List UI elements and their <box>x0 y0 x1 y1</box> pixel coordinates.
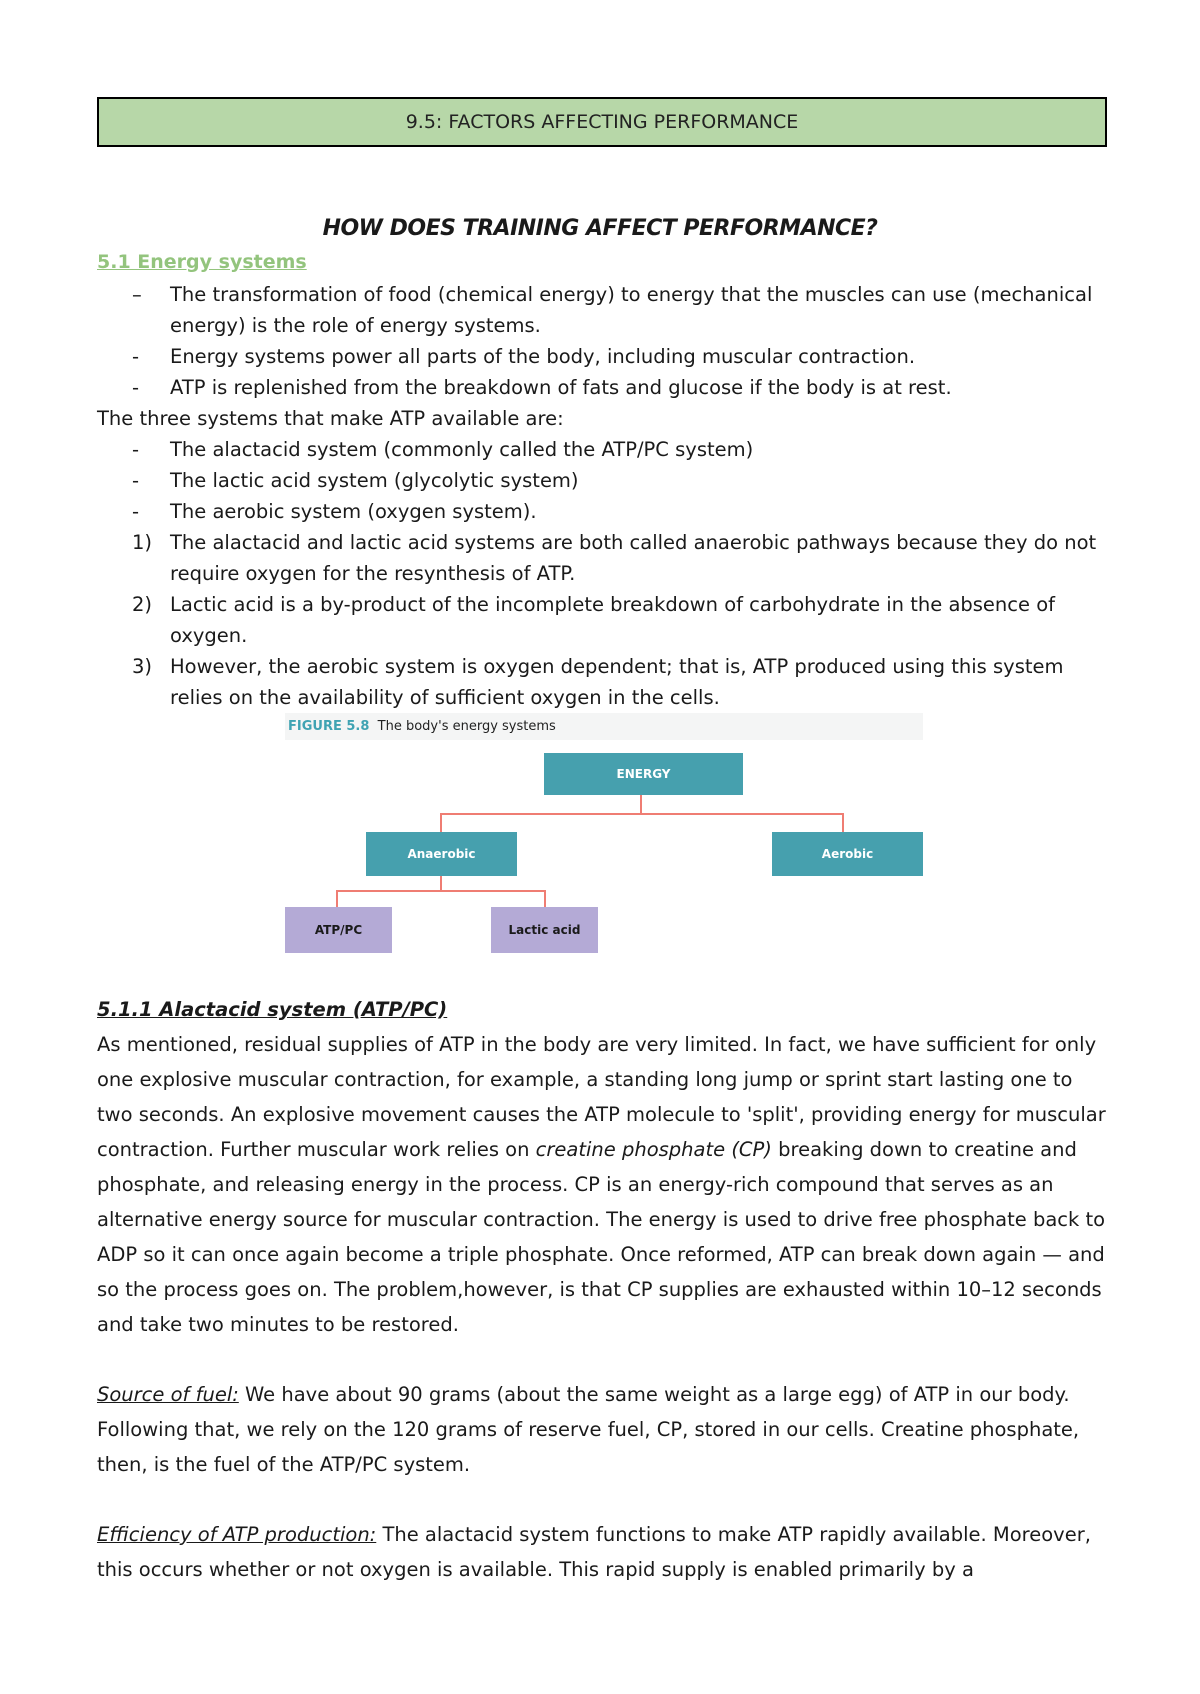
figure-caption <box>285 713 923 740</box>
main-heading: HOW DOES TRAINING AFFECT PERFORMANCE? <box>322 216 878 241</box>
paragraph: As mentioned, residual supplies of ATP in the body are very limited. In fact, we have sufficient for only one explosive muscular contraction, for example, a standing long jump or sprint start lasting one to two seconds. An explosive movement causes the ATP molecule to 'split', providing energy for muscular contraction. Further muscular work relies on creatine phosphate (CP) breaking down to creatine and phosphate, and releasing energy in the process. CP is an energy-rich compound that serves as an alternative energy source for muscular contraction. The energy is used to drive free phosphate back to ADP so it can once again become a triple phosphate. Once reformed, ATP can break down again — and so the process goes on. The problem,however, is that CP supplies are exhausted within 10–12 seconds and take two minutes to be restored. <box>97 1033 1106 1336</box>
list-item: - The alactacid system (commonly called the ATP/PC system) <box>132 438 754 461</box>
alactacid-section <box>97 992 1112 1587</box>
connector-line <box>440 813 844 815</box>
connector-line <box>544 890 546 907</box>
connector-line <box>842 813 844 832</box>
connector-line <box>640 794 642 815</box>
node-atp-pc: ATP/PC <box>285 907 392 953</box>
header-title: 9.5: FACTORS AFFECTING PERFORMANCE <box>97 97 1107 147</box>
energy-systems-figure <box>285 713 923 956</box>
figure-caption-text: The body's energy systems <box>377 719 556 734</box>
connector-line <box>440 813 442 832</box>
node-energy: ENERGY <box>544 753 743 795</box>
list-item: – The transformation of food (chemical energy) to energy that the muscles can use (mechanical energy) is the role of energy systems. <box>132 283 1093 337</box>
connector-line <box>336 890 546 892</box>
systems-intro: The three systems that make ATP available are: <box>97 407 564 430</box>
numbered-item: 1) The alactacid and lactic acid systems are both called anaerobic pathways because they do not require oxygen for the resynthesis of ATP. <box>132 531 1097 585</box>
term-creatine-phosphate: creatine phosphate (CP) <box>535 1138 772 1161</box>
fuel-label: Source of fuel: <box>97 1383 239 1406</box>
section-title: 5.1 Energy systems <box>97 251 307 273</box>
paragraph: Source of fuel: We have about 90 grams (about the same weight as a large egg) of ATP in our body. Following that, we rely on the 120 grams of reserve fuel, CP, stored in our cells. Creatine phosphate, then, is the fuel of the ATP/PC system. <box>97 1383 1080 1476</box>
node-lactic-acid: Lactic acid <box>491 907 598 953</box>
energy-bullets <box>97 279 1107 713</box>
list-item: - The lactic acid system (glycolytic system) <box>132 469 579 492</box>
numbered-item: 3) However, the aerobic system is oxygen dependent; that is, ATP produced using this system relies on the availability of sufficient oxygen in the cells. <box>132 655 1064 709</box>
paragraph: Efficiency of ATP production: The alactacid system functions to make ATP rapidly available. Moreover, this occurs whether or not oxygen is available. This rapid supply is enabled primarily by a <box>97 1523 1091 1581</box>
list-item: - The aerobic system (oxygen system). <box>132 500 537 523</box>
list-item: - Energy systems power all parts of the body, including muscular contraction. <box>132 345 916 368</box>
subsection-title: 5.1.1 Alactacid system (ATP/PC) <box>97 998 448 1021</box>
connector-line <box>336 890 338 907</box>
node-anaerobic: Anaerobic <box>366 832 517 876</box>
node-aerobic: Aerobic <box>772 832 923 876</box>
numbered-item: 2) Lactic acid is a by-product of the incomplete breakdown of carbohydrate in the absence of oxygen. <box>132 593 1055 647</box>
efficiency-label: Efficiency of ATP production: <box>97 1523 377 1546</box>
list-item: - ATP is replenished from the breakdown of fats and glucose if the body is at rest. <box>132 376 952 399</box>
figure-number: FIGURE 5.8 <box>288 719 370 734</box>
